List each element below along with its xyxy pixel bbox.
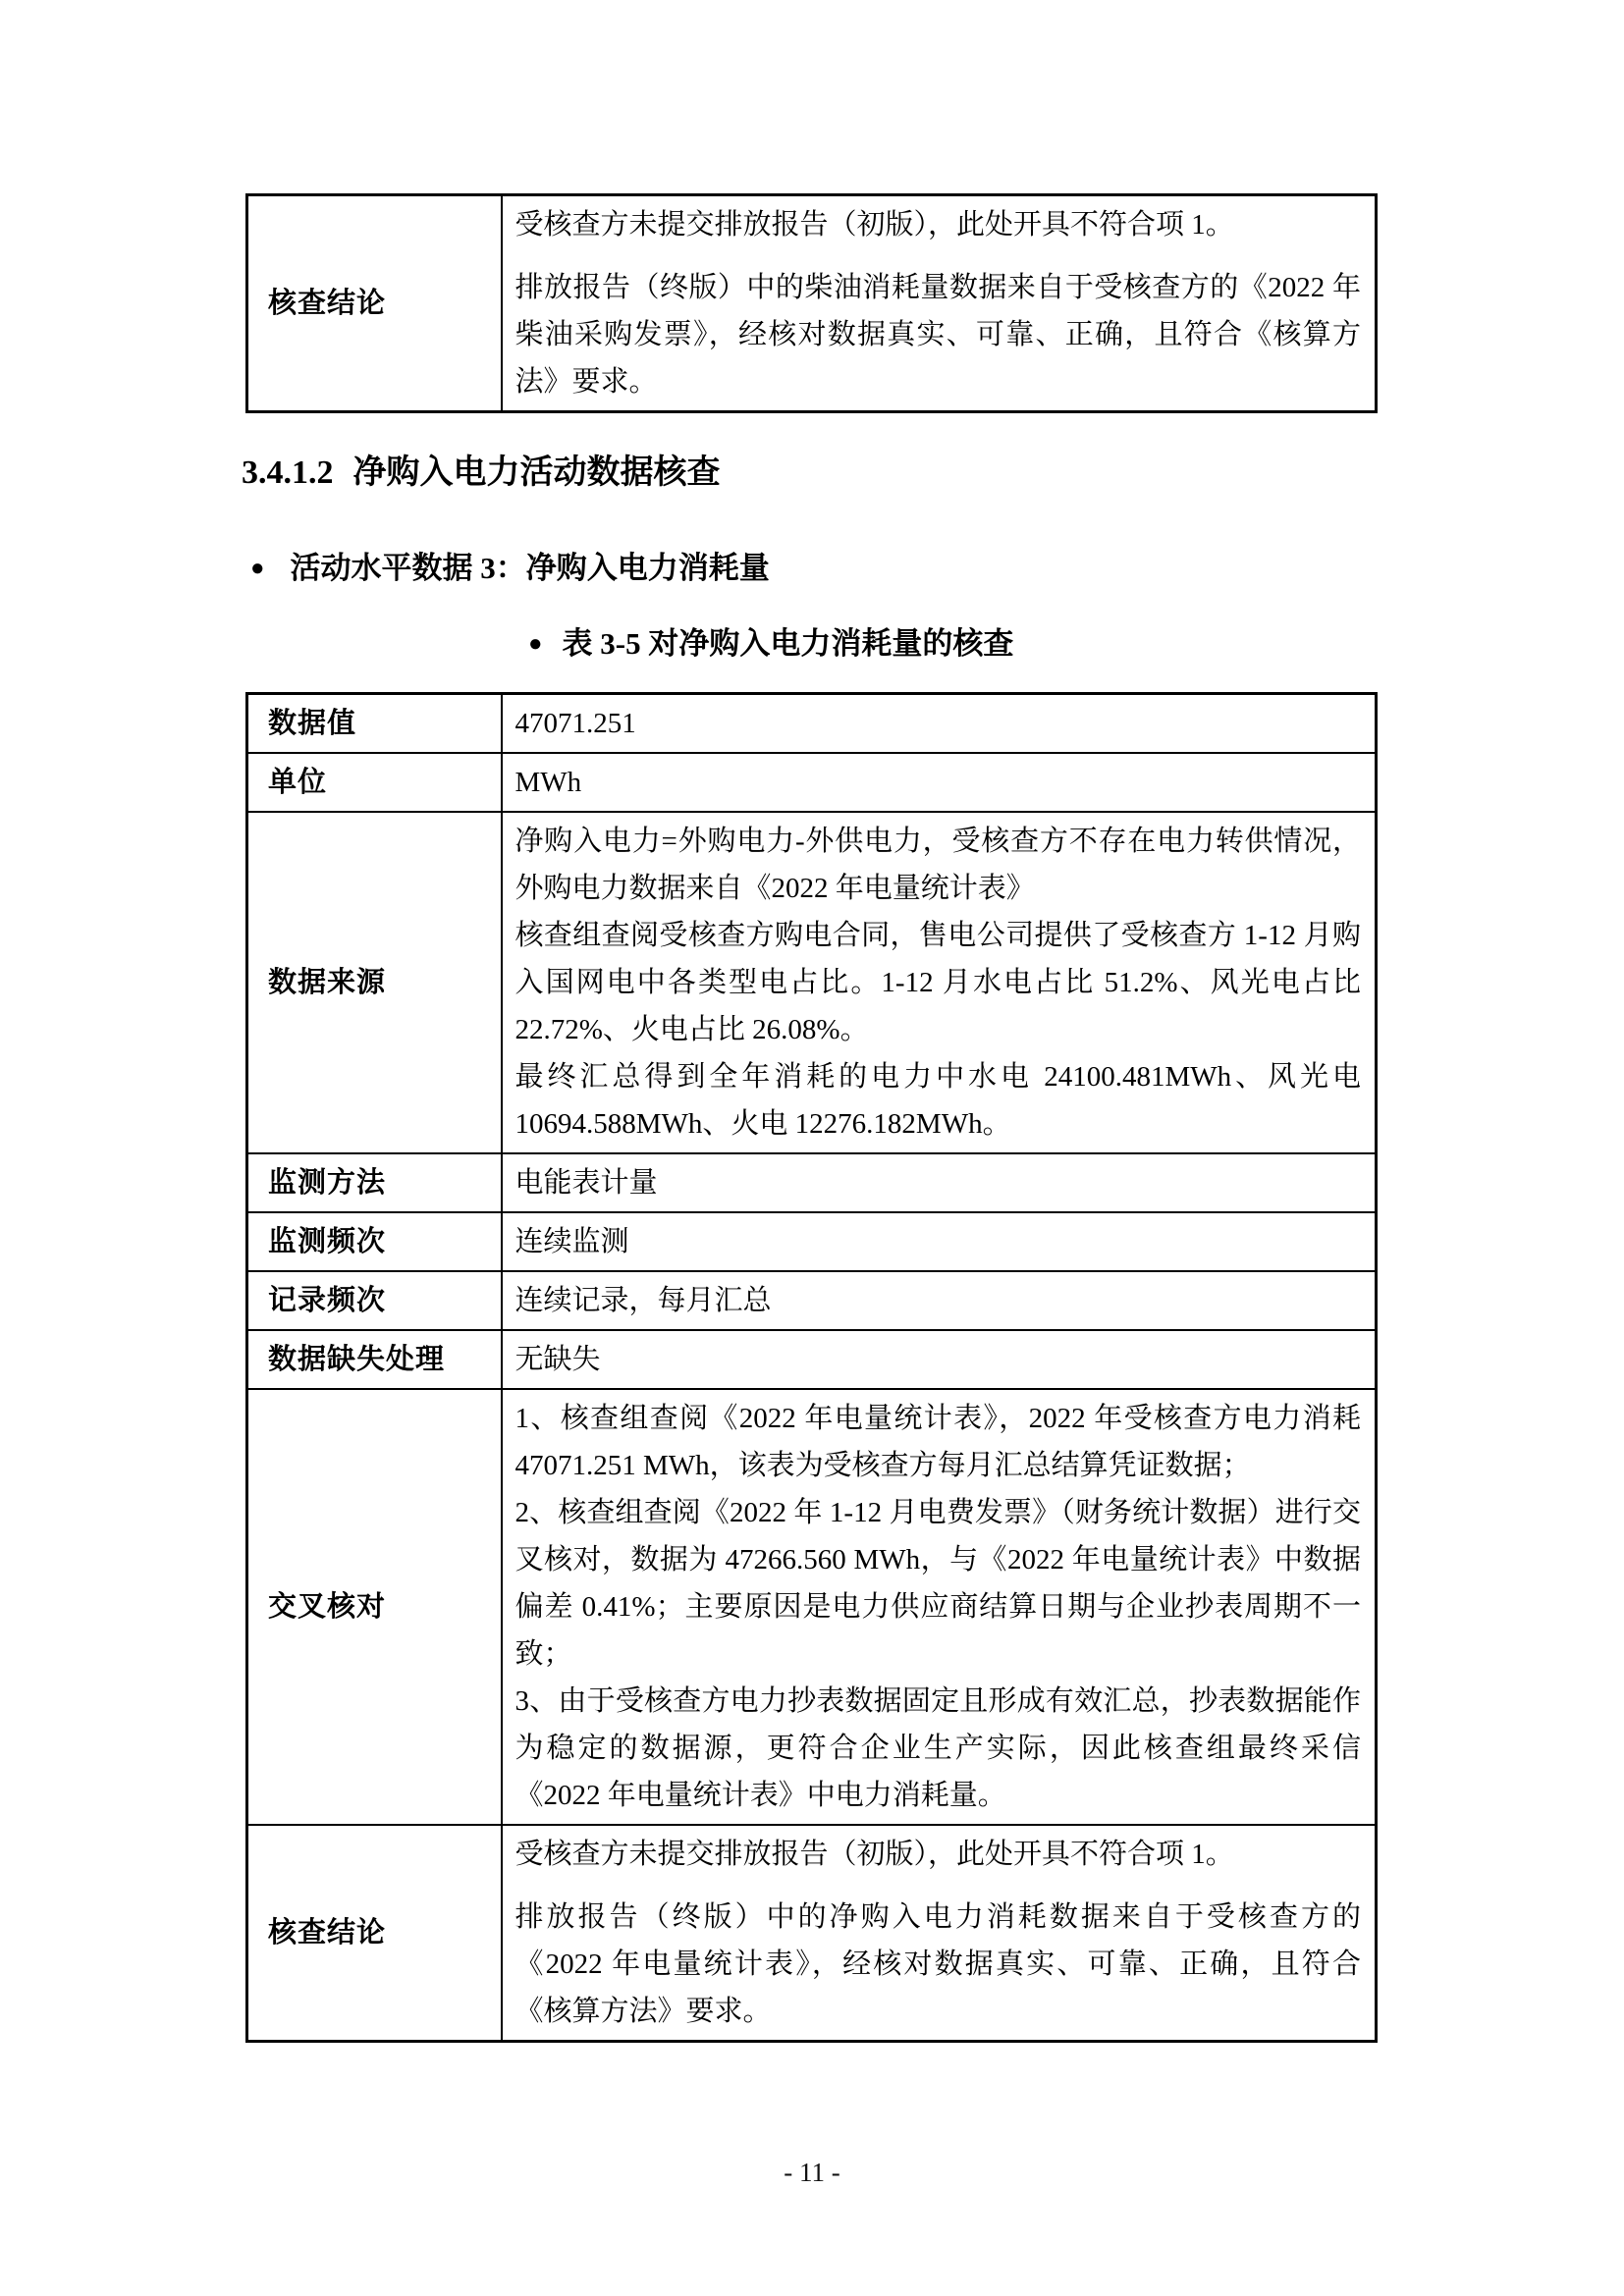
table-row [247, 1330, 1377, 1389]
row-label: 监测方法 [247, 1153, 502, 1212]
table-row [247, 1153, 1377, 1212]
table-caption-text: 表 3-5 对净购入电力消耗量的核查 [562, 626, 1014, 661]
row-label: 监测频次 [247, 1212, 502, 1271]
row-label: 数据缺失处理 [247, 1330, 502, 1389]
row-value [502, 1389, 1377, 1825]
row-label: 核查结论 [247, 1825, 502, 2042]
paragraph: 47071.251 [514, 708, 636, 739]
row-value [502, 1825, 1377, 2042]
row-label: 交叉核对 [247, 1389, 502, 1825]
bullet-icon: ● [250, 556, 265, 581]
table-row [247, 195, 1377, 412]
table-row [247, 1389, 1377, 1825]
section-heading [242, 450, 721, 497]
table-caption-line [528, 621, 1013, 667]
diesel-conclusion-table-body [247, 195, 1377, 412]
table-row [247, 1212, 1377, 1271]
row-label: 数据来源 [247, 812, 502, 1153]
paragraph: 3、由于受核查方电力抄表数据固定且形成有效汇总，抄表数据能作为稳定的数据源，更符合企业生产实际，因此核查组最终采信《2022 年电量统计表》中电力消耗量。 [514, 1685, 1361, 1811]
paragraph: 连续监测 [514, 1226, 629, 1257]
paragraph: 净购入电力=外购电力-外供电力，受核查方不存在电力转供情况，外购电力数据来自《2022 年电量统计表》 [514, 826, 1361, 904]
row-label: 单位 [247, 753, 502, 812]
paragraph: 排放报告（终版）中的净购入电力消耗数据来自于受核查方的《2022 年电量统计表》，经核对数据真实、可靠、正确，且符合《核算方法》要求。 [514, 1901, 1361, 2027]
paragraph: 无缺失 [514, 1344, 601, 1375]
row-value [502, 753, 1377, 812]
activity-data-bullet-line [250, 546, 770, 591]
paragraph: 最终汇总得到全年消耗的电力中水电 24100.481MWh、风光电 10694.588MWh、火电 12276.182MWh。 [514, 1061, 1361, 1140]
paragraph: 排放报告（终版）中的柴油消耗量数据来自于受核查方的《2022 年柴油采购发票》，经核对数据真实、可靠、正确，且符合《核算方法》要求。 [514, 272, 1361, 398]
row-value [502, 195, 1377, 412]
row-label: 数据值 [247, 694, 502, 754]
table-row [247, 1825, 1377, 2042]
paragraph: MWh [514, 767, 582, 798]
row-value [502, 1271, 1377, 1330]
row-value [502, 1153, 1377, 1212]
paragraph: 2、核查组查阅《2022 年 1-12 月电费发票》（财务统计数据）进行交叉核对，数据为 47266.560 MWh，与《2022 年电量统计表》中数据偏差 0.41%；主要原因是电力供应商结算日期与企业抄表周期不一致； [514, 1497, 1361, 1670]
row-label: 记录频次 [247, 1271, 502, 1330]
paragraph: 受核查方未提交排放报告（初版），此处开具不符合项 1。 [514, 1839, 1234, 1870]
row-value [502, 1212, 1377, 1271]
table-row [247, 694, 1377, 754]
diesel-conclusion-table [245, 193, 1378, 413]
page-number: - 11 - [784, 2158, 840, 2187]
paragraph: 连续记录，每月汇总 [514, 1285, 772, 1316]
table-row [247, 753, 1377, 812]
table-row [247, 812, 1377, 1153]
table-row [247, 1271, 1377, 1330]
activity-data-bullet-text: 活动水平数据 3：净购入电力消耗量 [290, 551, 770, 585]
electricity-verification-table-body [247, 694, 1377, 2042]
bullet-icon: ● [528, 631, 543, 657]
row-label: 核查结论 [247, 195, 502, 412]
electricity-verification-table [245, 692, 1378, 2043]
paragraph: 受核查方未提交排放报告（初版），此处开具不符合项 1。 [514, 209, 1234, 240]
row-value [502, 1330, 1377, 1389]
paragraph: 核查组查阅受核查方购电合同，售电公司提供了受核查方 1-12 月购入国网电中各类型电占比。1-12 月水电占比 51.2%、风光电占比 22.72%、火电占比 26.08%。 [514, 920, 1361, 1045]
row-value [502, 694, 1377, 754]
section-heading-number: 3.4.1.2 [242, 454, 334, 491]
section-heading-text: 净购入电力活动数据核查 [352, 454, 721, 491]
paragraph: 1、核查组查阅《2022 年电量统计表》，2022 年受核查方电力消耗 47071.251 MWh，该表为受核查方每月汇总结算凭证数据； [514, 1403, 1361, 1481]
paragraph: 电能表计量 [514, 1167, 658, 1199]
row-value [502, 812, 1377, 1153]
